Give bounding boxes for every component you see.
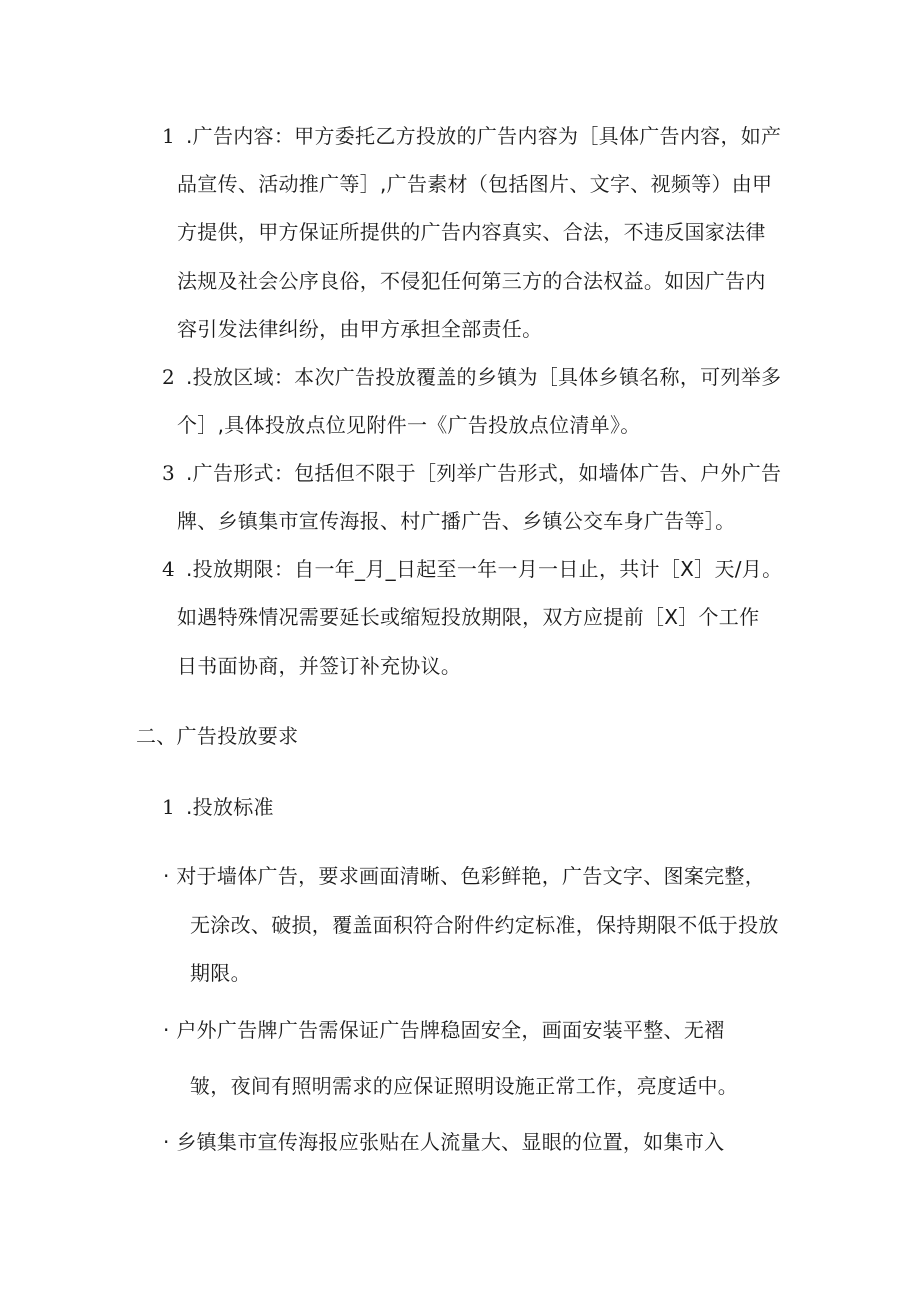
subclause-title: .投放标准 (186, 795, 274, 819)
clause-number: 4 (162, 557, 175, 581)
clause-text-line: 个］,具体投放点位见附件一《广告投放点位清单》。 (177, 413, 641, 437)
clause-text-line: 方提供，甲方保证所提供的广告内容真实、合法，不违反国家法律 (177, 220, 766, 244)
subclause-number: 1 (162, 795, 175, 819)
clause-text-line: 牌、乡镇集市宣传海报、村广播广告、乡镇公交车身广告等］。 (177, 509, 736, 533)
clause-number: 3 (162, 461, 175, 485)
clause-text-line: .广告形式：包括但不限于［列举广告形式，如墙体广告、户外广告 (186, 461, 782, 485)
bullet-text-line: · 对于墙体广告，要求画面清晰、色彩鲜艳，广告文字、图案完整， (163, 864, 766, 888)
bullet-text-line: · 户外广告牌广告需保证广告牌稳固安全，画面安装平整、无褶 (163, 1018, 725, 1042)
clause-text-line: .广告内容：甲方委托乙方投放的广告内容为［具体广告内容，如产 (186, 124, 782, 148)
clause-number: 2 (162, 365, 175, 389)
bullet-text-line: 期限。 (190, 961, 251, 985)
clause-text-line: 如遇特殊情况需要延长或缩短投放期限，双方应提前［X］个工作 (177, 605, 760, 629)
section-heading: 二、广告投放要求 (136, 724, 299, 748)
clause-text-line: 品宣传、活动推广等］,广告素材（包括图片、文字、视频等）由甲 (177, 172, 773, 196)
clause-text-line: 容引发法律纠纷，由甲方承担全部责任。 (177, 317, 543, 341)
clause-text-line: 法规及社会公序良俗，不侵犯任何第三方的合法权益。如因广告内 (177, 269, 766, 293)
clause-text-line: .投放期限：自一年_月_日起至一年一月一日止，共计［X］天/月。 (186, 557, 783, 581)
bullet-text-line: · 乡镇集市宣传海报应张贴在人流量大、显眼的位置，如集市入 (163, 1130, 725, 1154)
clause-number: 1 (162, 124, 175, 148)
bullet-text-line: 皱，夜间有照明需求的应保证照明设施正常工作，亮度适中。 (190, 1074, 739, 1098)
clause-text-line: 日书面协商，并签订补充协议。 (177, 654, 462, 678)
bullet-text-line: 无涂改、破损，覆盖面积符合附件约定标准，保持期限不低于投放 (190, 913, 779, 937)
clause-text-line: .投放区域：本次广告投放覆盖的乡镇为［具体乡镇名称，可列举多 (186, 365, 782, 389)
